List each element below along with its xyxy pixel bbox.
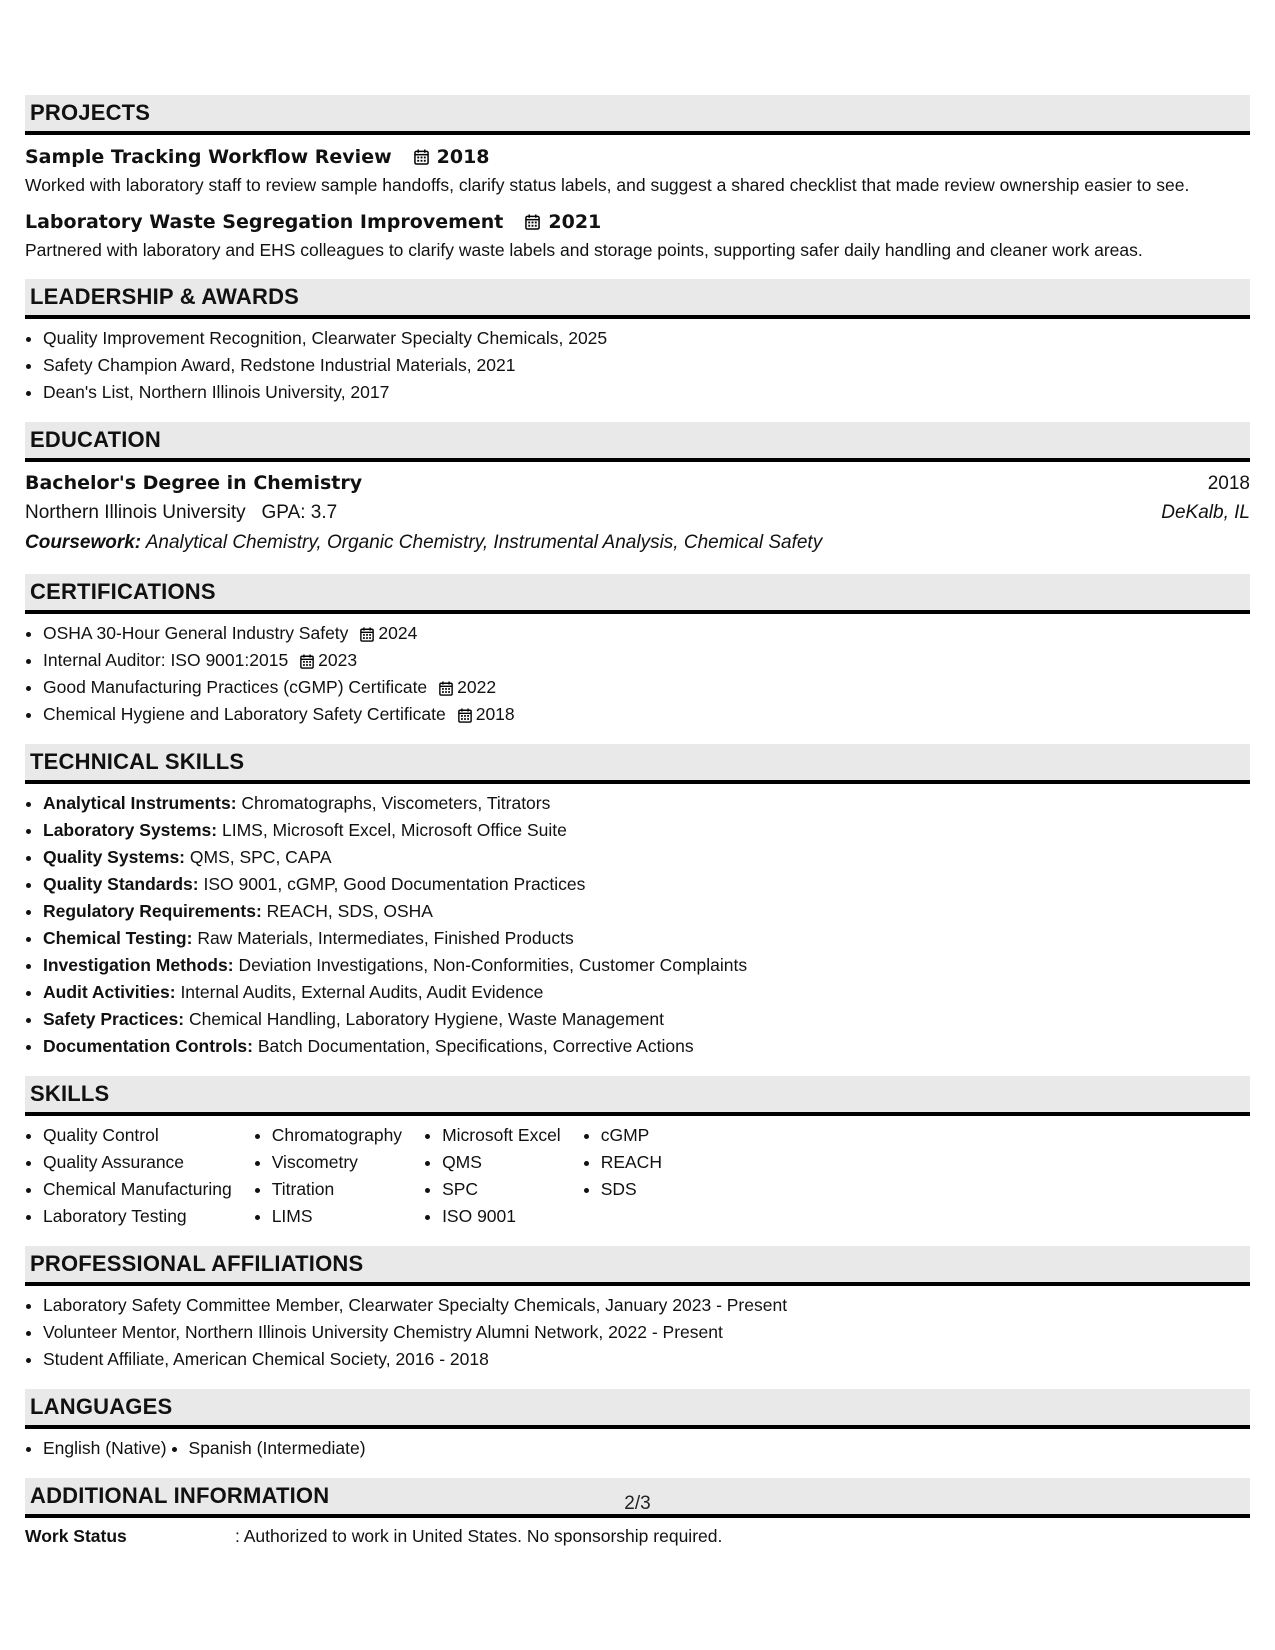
list-item bbox=[43, 1033, 1250, 1060]
section-title: PROJECTS bbox=[30, 100, 151, 125]
section-header bbox=[25, 1246, 1250, 1286]
skill-value: Batch Documentation, Specifications, Corrective Actions bbox=[257, 1036, 694, 1056]
list-item bbox=[43, 817, 1250, 844]
skill-label: Quality Systems: bbox=[43, 847, 185, 867]
degree: Bachelor's Degree in Chemistry bbox=[25, 472, 363, 494]
list-item: • cGMP bbox=[601, 1122, 662, 1149]
section-title: CERTIFICATIONS bbox=[30, 579, 216, 604]
list-item bbox=[43, 701, 1250, 728]
coursework-list: Analytical Chemistry, Organic Chemistry, Instrumental Analysis, Chemical Safety bbox=[145, 532, 823, 553]
section-header bbox=[25, 1076, 1250, 1116]
coursework-label: Coursework: bbox=[25, 532, 142, 553]
leadership-section bbox=[25, 279, 1250, 406]
list-item bbox=[43, 952, 1250, 979]
certifications-list bbox=[25, 620, 1250, 728]
skills-column bbox=[254, 1122, 402, 1230]
skill-label: Audit Activities: bbox=[43, 982, 176, 1002]
skill-label: Documentation Controls: bbox=[43, 1036, 253, 1056]
list-item: • Titration bbox=[272, 1176, 402, 1203]
section-title: PROFESSIONAL AFFILIATIONS bbox=[30, 1251, 364, 1276]
resume-page bbox=[25, 95, 1250, 1564]
project-year: 2021 bbox=[548, 211, 602, 233]
skills-column bbox=[25, 1122, 232, 1230]
certifications-section bbox=[25, 574, 1250, 728]
cert-name: Good Manufacturing Practices (cGMP) Certificate bbox=[43, 677, 428, 697]
skills-section bbox=[25, 1076, 1250, 1230]
languages-section bbox=[25, 1389, 1250, 1462]
languages-list bbox=[25, 1435, 1250, 1462]
list-item: • LIMS bbox=[272, 1203, 402, 1230]
section-header bbox=[25, 95, 1250, 135]
skill-label: Chemical Testing: bbox=[43, 928, 193, 948]
list-item bbox=[43, 620, 1250, 647]
calendar-icon bbox=[414, 149, 429, 165]
list-item: • Chromatography bbox=[272, 1122, 402, 1149]
page-indicator: 2/3 bbox=[624, 1493, 651, 1514]
list-item: • Quality Control bbox=[43, 1122, 232, 1149]
list-item: • Dean's List, Northern Illinois University, 2017 bbox=[43, 379, 1250, 406]
list-item bbox=[43, 674, 1250, 701]
section-title: LANGUAGES bbox=[30, 1394, 173, 1419]
list-item bbox=[43, 925, 1250, 952]
project-entry bbox=[25, 141, 1250, 198]
project-title-row bbox=[25, 206, 1250, 238]
work-status-label: Work Status bbox=[25, 1526, 127, 1546]
cert-name: OSHA 30-Hour General Industry Safety bbox=[43, 623, 349, 643]
list-item: • QMS bbox=[442, 1149, 561, 1176]
skill-value: Chromatographs, Viscometers, Titrators bbox=[241, 793, 551, 813]
skill-value: LIMS, Microsoft Excel, Microsoft Office Suite bbox=[221, 820, 567, 840]
graduation-year: 2018 bbox=[1207, 473, 1250, 494]
list-item bbox=[43, 898, 1250, 925]
skill-label: Laboratory Systems: bbox=[43, 820, 218, 840]
coursework bbox=[25, 528, 1250, 558]
cert-year: 2023 bbox=[318, 650, 358, 670]
skill-label: Analytical Instruments: bbox=[43, 793, 237, 813]
skill-value: Raw Materials, Intermediates, Finished Products bbox=[197, 928, 574, 948]
project-entry bbox=[25, 206, 1250, 263]
cert-year: 2022 bbox=[457, 677, 497, 697]
list-item: • Chemical Manufacturing bbox=[43, 1176, 232, 1203]
cert-year: 2024 bbox=[378, 623, 418, 643]
school-name: Northern Illinois University bbox=[25, 502, 246, 523]
section-header bbox=[25, 422, 1250, 462]
skills-column bbox=[583, 1122, 662, 1230]
skill-label: Safety Practices: bbox=[43, 1009, 185, 1029]
list-item: • English (Native) bbox=[43, 1435, 167, 1462]
list-item: • ISO 9001 bbox=[442, 1203, 561, 1230]
skill-value: REACH, SDS, OSHA bbox=[266, 901, 433, 921]
education-degree-row bbox=[25, 468, 1250, 498]
cert-year: 2018 bbox=[475, 704, 515, 724]
calendar-icon bbox=[439, 681, 453, 696]
project-title: Sample Tracking Workflow Review bbox=[25, 146, 392, 168]
calendar-icon bbox=[360, 627, 374, 642]
list-item: • Student Affiliate, American Chemical Society, 2016 - 2018 bbox=[43, 1346, 1250, 1373]
skill-value: Internal Audits, External Audits, Audit Evidence bbox=[180, 982, 544, 1002]
calendar-icon bbox=[300, 654, 314, 669]
school-line bbox=[25, 498, 337, 528]
section-header bbox=[25, 1389, 1250, 1429]
section-title: TECHNICAL SKILLS bbox=[30, 749, 245, 774]
technical-skills-section bbox=[25, 744, 1250, 1060]
section-title: SKILLS bbox=[30, 1081, 110, 1106]
school-location: DeKalb, IL bbox=[1161, 502, 1250, 523]
cert-name: Internal Auditor: ISO 9001:2015 bbox=[43, 650, 289, 670]
calendar-icon bbox=[458, 708, 472, 723]
calendar-icon bbox=[525, 214, 540, 230]
section-title: EDUCATION bbox=[30, 427, 161, 452]
work-status-value: : Authorized to work in United States. No sponsorship required. bbox=[235, 1526, 723, 1546]
project-description: Partnered with laboratory and EHS colleagues to clarify waste labels and storage points, supporting safer daily handling and cleaner work areas. bbox=[25, 240, 1143, 260]
list-item: • Laboratory Testing bbox=[43, 1203, 232, 1230]
section-title: LEADERSHIP & AWARDS bbox=[30, 284, 300, 309]
list-item: • Quality Assurance bbox=[43, 1149, 232, 1176]
list-item bbox=[43, 647, 1250, 674]
education-school-row bbox=[25, 498, 1250, 528]
education-section bbox=[25, 422, 1250, 558]
list-item: • Viscometry bbox=[272, 1149, 402, 1176]
skill-value: ISO 9001, cGMP, Good Documentation Practices bbox=[203, 874, 586, 894]
cert-name: Chemical Hygiene and Laboratory Safety Certificate bbox=[43, 704, 446, 724]
projects-section bbox=[25, 95, 1250, 263]
section-title: ADDITIONAL INFORMATION bbox=[30, 1483, 330, 1508]
list-item bbox=[43, 790, 1250, 817]
project-title-row bbox=[25, 141, 1250, 173]
list-item: • SDS bbox=[601, 1176, 662, 1203]
list-item: • Volunteer Mentor, Northern Illinois University Chemistry Alumni Network, 2022 - Present bbox=[43, 1319, 1250, 1346]
list-item: • Quality Improvement Recognition, Clearwater Specialty Chemicals, 2025 bbox=[43, 325, 1250, 352]
skill-label: Investigation Methods: bbox=[43, 955, 234, 975]
gpa: GPA: 3.7 bbox=[261, 502, 338, 523]
section-header bbox=[25, 574, 1250, 614]
list-item: • Safety Champion Award, Redstone Industrial Materials, 2021 bbox=[43, 352, 1250, 379]
affiliations-section bbox=[25, 1246, 1250, 1373]
list-item: • Spanish (Intermediate) bbox=[189, 1435, 366, 1462]
skill-value: Chemical Handling, Laboratory Hygiene, Waste Management bbox=[188, 1009, 664, 1029]
work-status-row bbox=[25, 1524, 1250, 1548]
project-description: Worked with laboratory staff to review sample handoffs, clarify status labels, and suggest a shared checklist that made review ownership easier to see. bbox=[25, 175, 1190, 195]
project-title: Laboratory Waste Segregation Improvement bbox=[25, 211, 504, 233]
list-item bbox=[43, 1006, 1250, 1033]
skill-label: Quality Standards: bbox=[43, 874, 199, 894]
technical-skills-list bbox=[25, 790, 1250, 1060]
skills-columns bbox=[25, 1122, 1250, 1230]
skill-label: Regulatory Requirements: bbox=[43, 901, 262, 921]
list-item bbox=[43, 844, 1250, 871]
list-item bbox=[43, 871, 1250, 898]
list-item: • SPC bbox=[442, 1176, 561, 1203]
affiliations-list bbox=[25, 1292, 1250, 1373]
project-year: 2018 bbox=[436, 146, 490, 168]
list-item: • Laboratory Safety Committee Member, Clearwater Specialty Chemicals, January 2023 - Present bbox=[43, 1292, 1250, 1319]
awards-list bbox=[25, 325, 1250, 406]
list-item bbox=[43, 979, 1250, 1006]
list-item: • REACH bbox=[601, 1149, 662, 1176]
skill-value: QMS, SPC, CAPA bbox=[189, 847, 332, 867]
section-header bbox=[25, 279, 1250, 319]
list-item: • Microsoft Excel bbox=[442, 1122, 561, 1149]
skills-column bbox=[424, 1122, 561, 1230]
skill-value: Deviation Investigations, Non-Conformities, Customer Complaints bbox=[238, 955, 748, 975]
section-header bbox=[25, 744, 1250, 784]
